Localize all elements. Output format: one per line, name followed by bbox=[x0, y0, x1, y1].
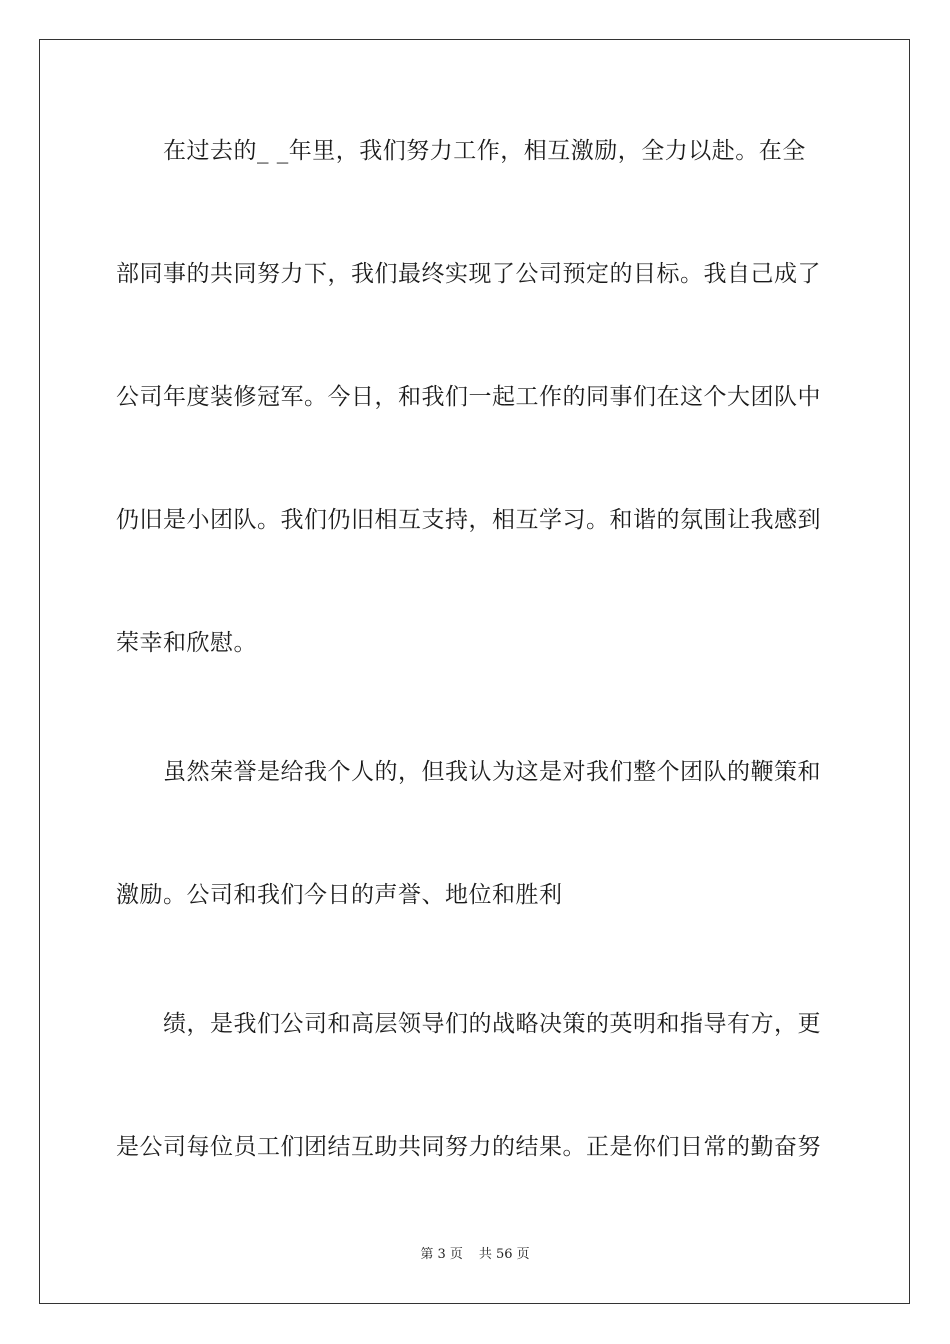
page-footer bbox=[0, 1246, 950, 1264]
body-text-line: 部同事的共同努力下，我们最终实现了公司预定的目标。我自己成了 bbox=[116, 261, 821, 287]
body-text-line: 仍旧是小团队。我们仍旧相互支持，相互学习。和谐的氛围让我感到 bbox=[116, 507, 821, 533]
body-text-line: 在过去的_ _年里，我们努力工作，相互激励，全力以赴。在全 bbox=[116, 138, 806, 164]
body-text-line: 虽然荣誉是给我个人的，但我认为这是对我们整个团队的鞭策和 bbox=[116, 759, 821, 785]
body-text-line: 公司年度装修冠军。今日，和我们一起工作的同事们在这个大团队中 bbox=[116, 384, 821, 410]
body-text-line: 是公司每位员工们团结互助共同努力的结果。正是你们日常的勤奋努 bbox=[116, 1134, 821, 1160]
page-total: 共 56 页 bbox=[478, 1247, 530, 1262]
page-number: 第 3 页 bbox=[420, 1247, 463, 1262]
page-border bbox=[39, 39, 910, 1304]
body-text-line: 绩，是我们公司和高层领导们的战略决策的英明和指导有方，更 bbox=[116, 1011, 821, 1037]
body-text-line: 激励。公司和我们今日的声誉、地位和胜利 bbox=[116, 882, 563, 908]
body-text-line: 荣幸和欣慰。 bbox=[116, 630, 257, 656]
